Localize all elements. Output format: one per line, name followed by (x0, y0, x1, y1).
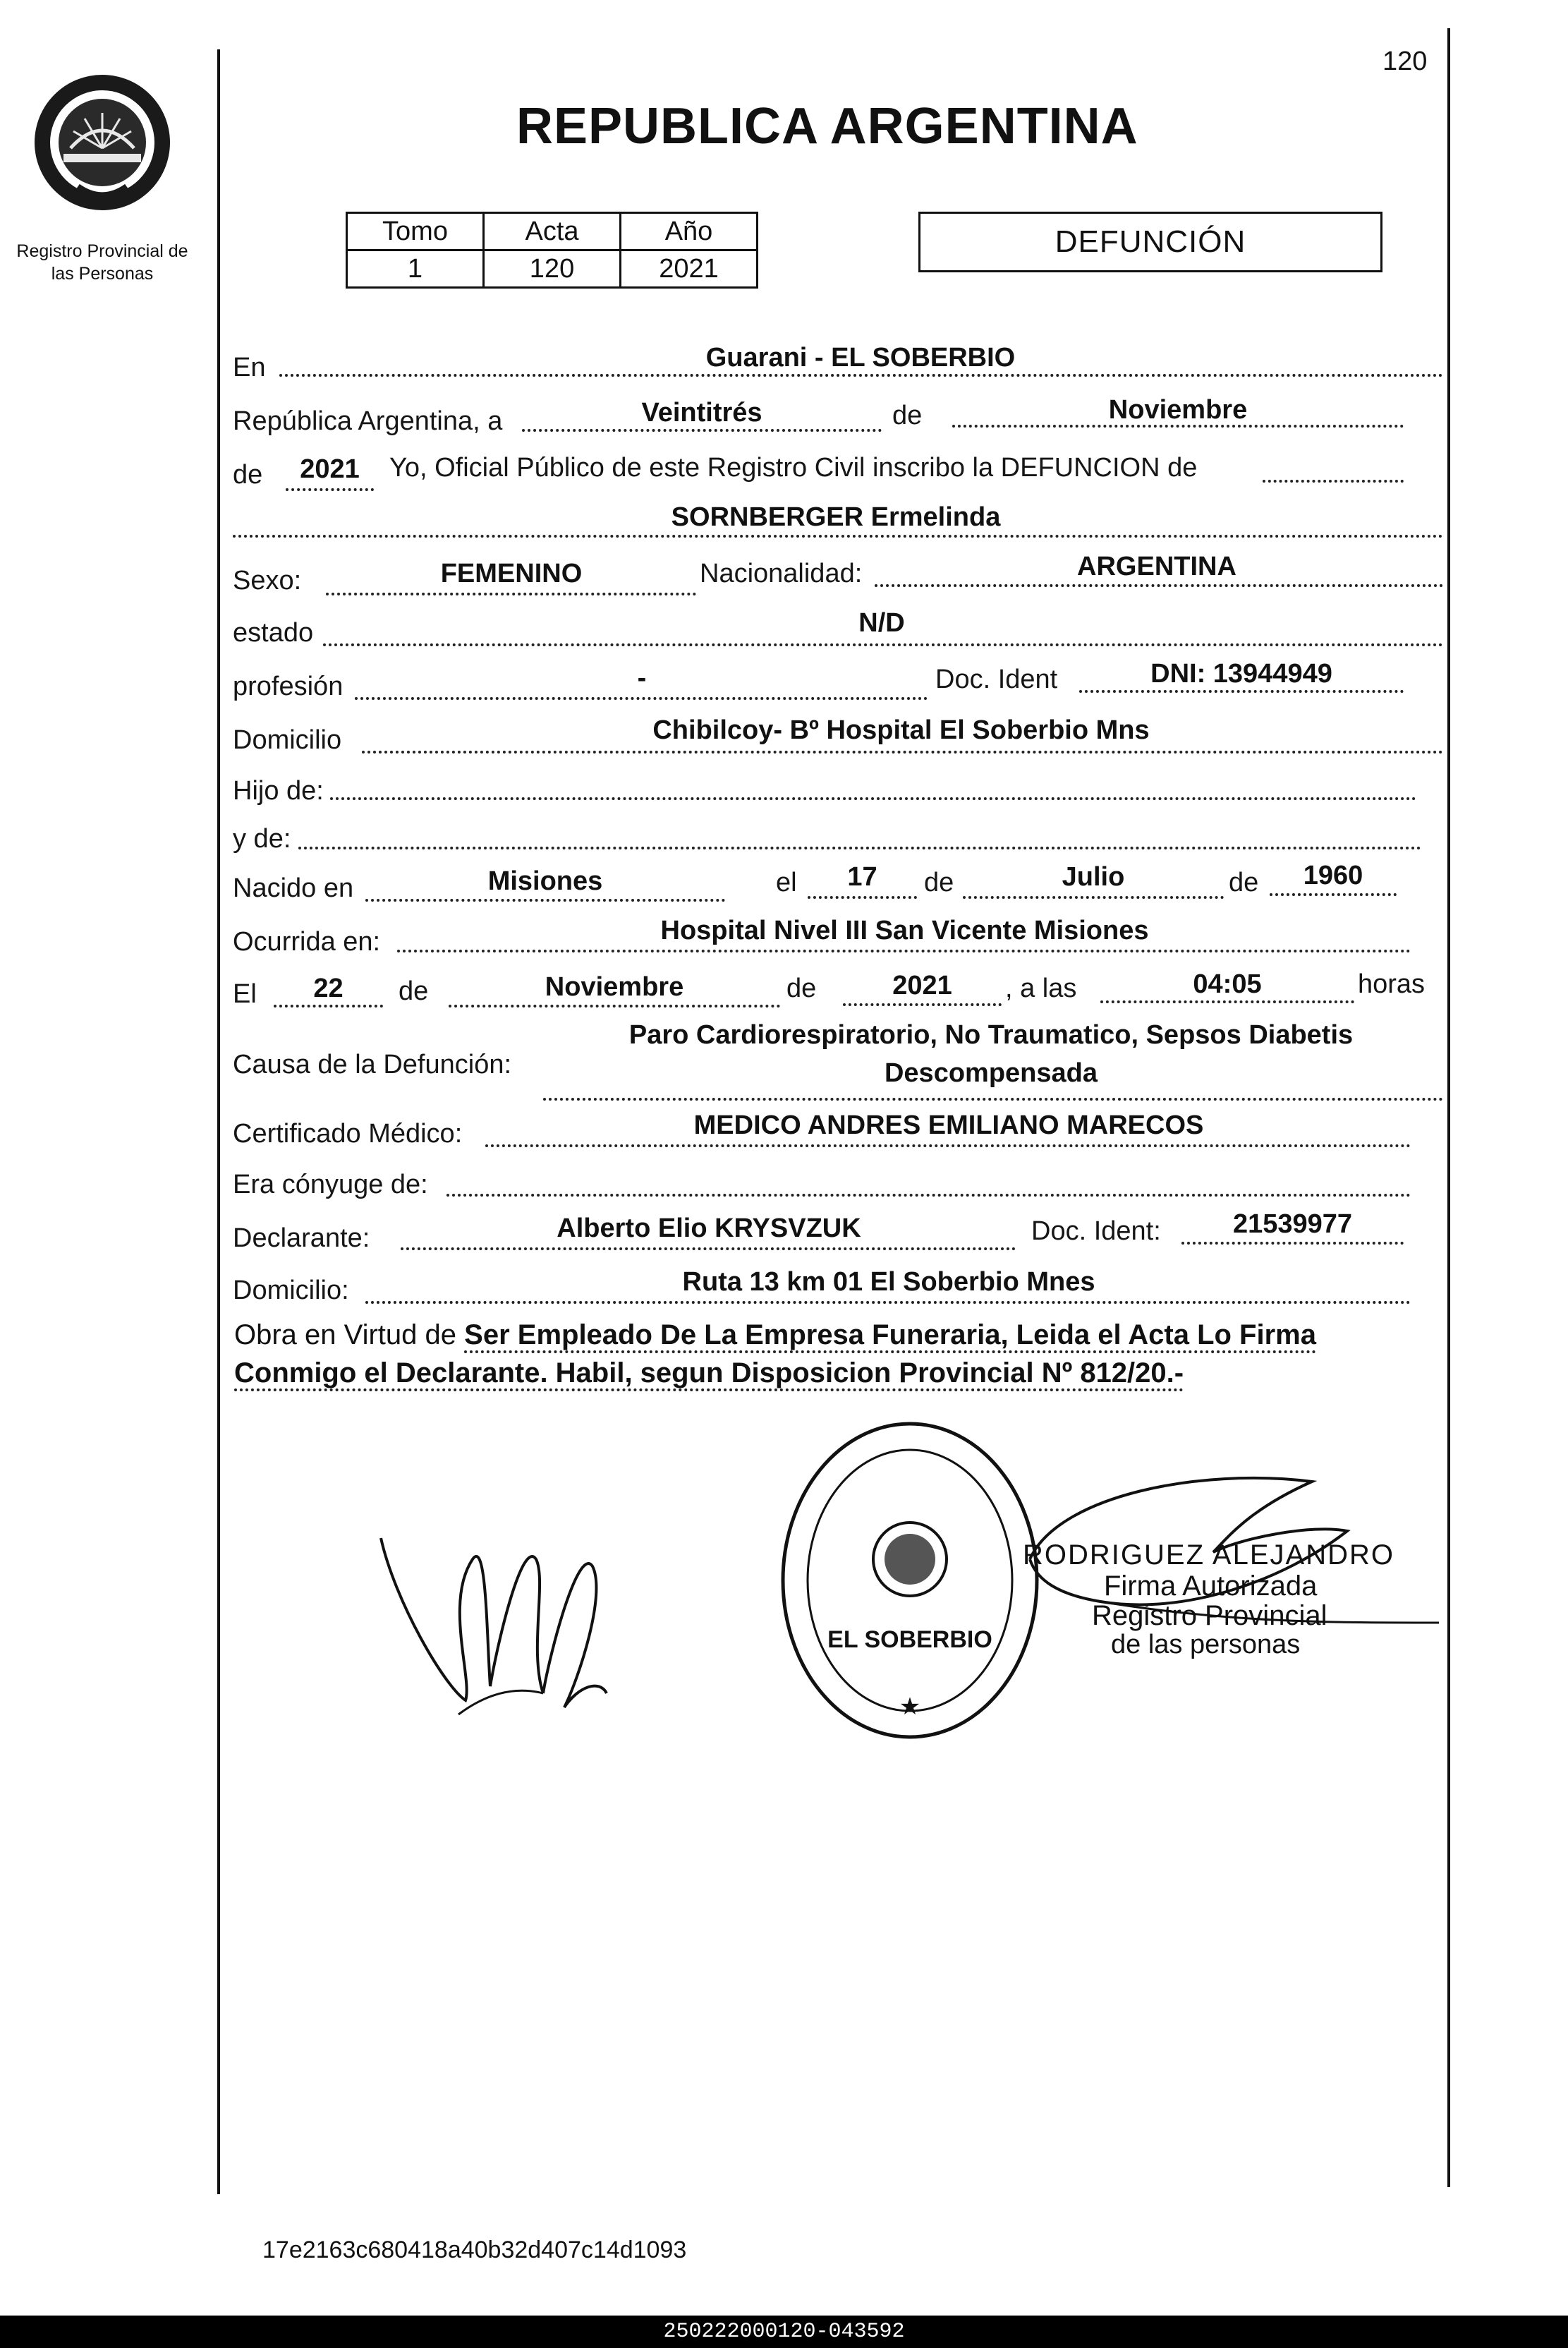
line-nacionalidad (875, 584, 1443, 587)
line-def-mes (449, 1005, 780, 1007)
value-certificado: MEDICO ANDRES EMILIANO MARECOS (693, 1111, 1204, 1140)
label-de-mes: de (892, 401, 923, 430)
label-y-de: y de: (233, 824, 291, 854)
value-nacido-anio: 1960 (1303, 861, 1363, 890)
line-def-hora (1100, 1000, 1354, 1003)
label-doc-ident2: Doc. Ident: (1031, 1216, 1161, 1246)
value-causa-line1: Paro Cardiorespiratorio, No Traumatico, Sepsos Diabetis (628, 1020, 1354, 1050)
value-nacido-lugar: Misiones (487, 866, 603, 896)
official-stamp (776, 1418, 1044, 1743)
footer-bar (0, 2316, 1568, 2348)
value-def-dia: 22 (313, 974, 344, 1003)
line-y-de (298, 847, 1421, 849)
line-nacido-mes (963, 896, 1224, 899)
label-ocurrida-en: Ocurrida en: (233, 927, 381, 957)
label-doc-ident: Doc. Ident (935, 665, 1058, 694)
value-profesion: - (637, 663, 647, 693)
line-causa (543, 1098, 1443, 1101)
record-type-box: DEFUNCIÓN (918, 212, 1382, 272)
svg-text:EL SOBERBIO: EL SOBERBIO (827, 1626, 992, 1653)
registry-name-line1: Registro Provincial de (16, 241, 188, 261)
label-causa: Causa de la Defunción: (233, 1050, 512, 1079)
value-domicilio: Chibilcoy- Bº Hospital El Soberbio Mns (652, 715, 1150, 745)
label-profesion: profesión (233, 672, 344, 701)
line-oficial-end (1263, 480, 1404, 483)
label-de-anio: de (233, 460, 263, 490)
value-dia-letras: Veintitrés (641, 398, 762, 428)
line-anio (286, 488, 374, 491)
record-table-header-row (347, 213, 758, 250)
line-declarante (401, 1247, 1016, 1250)
svg-text:★: ★ (899, 1693, 921, 1721)
provincial-seal-logo (28, 63, 176, 219)
line-domicilio (362, 751, 1443, 754)
line-dni (1079, 690, 1404, 693)
label-a-las: , a las (1005, 974, 1077, 1003)
line-dia-letras (522, 429, 882, 432)
label-nacido-de-anio: de (1229, 868, 1259, 897)
line-certificado (485, 1144, 1411, 1147)
value-nacido-dia: 17 (847, 862, 877, 892)
value-declarante: Alberto Elio KRYSVZUK (557, 1214, 861, 1243)
value-anio: 2021 (300, 454, 360, 484)
value-estado: N/D (858, 608, 905, 638)
acta-header: Acta (484, 213, 621, 250)
tomo-value: 1 (347, 250, 484, 288)
label-nacido-de-mes: de (924, 868, 954, 897)
line-nacido-lugar (365, 899, 725, 902)
label-el-cap: El (233, 979, 257, 1009)
document-hash: 17e2163c680418a40b32d407c14d1093 (262, 2237, 687, 2263)
line-estado (323, 643, 1443, 646)
page-number: 120 (1382, 47, 1428, 76)
label-sexo: Sexo: (233, 566, 302, 595)
value-mes: Noviembre (1108, 395, 1248, 425)
tomo-header: Tomo (347, 213, 484, 250)
label-obra: Obra en Virtud de (234, 1319, 457, 1350)
label-oficial: Yo, Oficial Público de este Registro Civil inscribo la DEFUNCION de (389, 453, 1198, 483)
line-declarante-domicilio (365, 1301, 1411, 1304)
line-sexo (326, 593, 696, 595)
value-def-hora: 04:05 (1193, 969, 1262, 999)
label-hijo-de: Hijo de: (233, 776, 324, 806)
value-ocurrida-en: Hospital Nivel III San Vicente Misiones (660, 916, 1149, 945)
label-declarante: Declarante: (233, 1223, 370, 1253)
label-domicilio2: Domicilio: (233, 1276, 349, 1305)
value-causa-line2: Descompensada (884, 1058, 1098, 1088)
label-republica: República Argentina, a (233, 406, 503, 436)
value-lugar: Guarani - EL SOBERBIO (705, 343, 1016, 373)
value-nombre: SORNBERGER Ermelinda (671, 502, 1001, 532)
label-nacionalidad: Nacionalidad: (700, 559, 863, 588)
label-def-de-anio: de (786, 974, 817, 1003)
declarant-signature (367, 1517, 663, 1729)
line-hijo-de (330, 797, 1416, 800)
obra-line2 (234, 1357, 1184, 1389)
right-margin-line (1447, 28, 1450, 2187)
value-declarante-doc: 21539977 (1232, 1209, 1353, 1239)
label-domicilio: Domicilio (233, 725, 342, 755)
line-nombre (233, 535, 1443, 538)
value-declarante-domicilio: Ruta 13 km 01 El Soberbio Mnes (682, 1267, 1095, 1297)
record-table-value-row (347, 250, 758, 288)
left-margin-line (217, 49, 220, 2194)
line-nacido-dia (808, 896, 917, 899)
official-office-line2: de las personas (1111, 1630, 1301, 1659)
line-def-dia (274, 1005, 383, 1007)
label-en: En (233, 353, 266, 382)
label-estado: estado (233, 618, 314, 648)
label-nacido-el: el (776, 868, 797, 897)
value-def-mes: Noviembre (545, 972, 684, 1002)
official-name: RODRIGUEZ ALEJANDRO (1023, 1539, 1394, 1571)
value-obra-line2: Conmigo el Declarante. Habil, segun Disposicion Provincial Nº 812/20.- (234, 1357, 1184, 1391)
label-horas: horas (1358, 969, 1426, 999)
line-def-anio (843, 1003, 1002, 1006)
value-sexo: FEMENINO (440, 559, 583, 588)
value-obra-line1: Ser Empleado De La Empresa Funeraria, Leida el Acta Lo Firma (464, 1319, 1316, 1353)
page-title: REPUBLICA ARGENTINA (516, 98, 1138, 155)
registry-name-line2: las Personas (51, 264, 154, 284)
anio-header: Año (621, 213, 758, 250)
official-role: Firma Autorizada (1104, 1571, 1318, 1602)
line-ocurrida-en (397, 950, 1411, 952)
value-nacionalidad: ARGENTINA (1077, 552, 1236, 581)
label-def-de-mes: de (399, 976, 429, 1006)
line-mes (952, 425, 1404, 428)
value-dni: DNI: 13944949 (1150, 659, 1332, 689)
value-nacido-mes: Julio (1062, 862, 1125, 892)
label-nacido-en: Nacido en (233, 873, 354, 903)
line-declarante-doc (1181, 1242, 1404, 1245)
anio-value: 2021 (621, 250, 758, 288)
barcode-id: 250222000120-043592 (663, 2320, 905, 2344)
obra-line1 (234, 1319, 1316, 1351)
value-def-anio: 2021 (892, 971, 952, 1000)
label-conyuge: Era cónyuge de: (233, 1170, 428, 1199)
record-number-table (346, 212, 758, 289)
line-nacido-anio (1270, 893, 1397, 896)
acta-value: 120 (484, 250, 621, 288)
line-conyuge (446, 1194, 1411, 1197)
line-lugar (279, 374, 1443, 377)
label-certificado: Certificado Médico: (233, 1119, 463, 1149)
official-office-line1: Registro Provincial (1092, 1600, 1327, 1631)
line-profesion (355, 697, 928, 700)
